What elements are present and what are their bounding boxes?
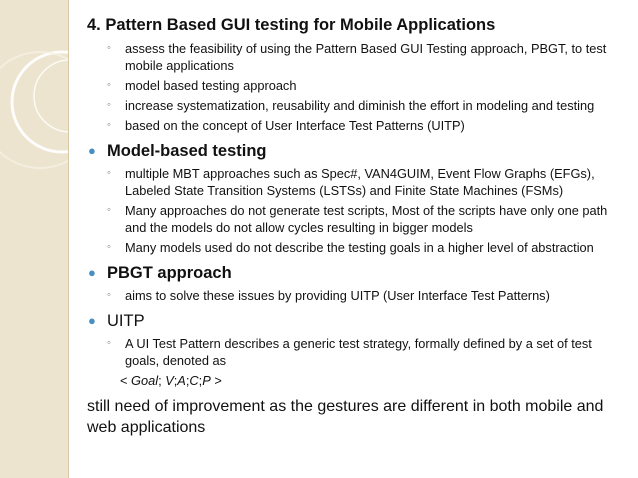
list-item xyxy=(87,335,627,369)
test-pattern-tuple: < Goal; V;A;C;P > xyxy=(120,373,222,388)
list-item-text: assess the feasibility of using the Pattern Based GUI Testing approach, PBGT, to test mobile applications xyxy=(125,41,607,73)
list-item xyxy=(87,97,627,114)
list-item-text: Many approaches do not generate test scripts, Most of the scripts have only one path and the models do not allow cycles resulting in bigger models xyxy=(125,203,608,235)
list-item-text: increase systematization, reusability and diminish the effort in modeling and testing xyxy=(125,98,595,113)
list-item xyxy=(87,239,627,256)
section-heading-uitp: ● UITP xyxy=(88,312,145,330)
list-item-text: Many models used do not describe the testing goals in a higher level of abstraction xyxy=(125,240,594,255)
list-item xyxy=(87,77,627,94)
list-item xyxy=(87,117,627,134)
section-heading-mbt: ● Model-based testing xyxy=(88,142,267,160)
bullet-icon: ● xyxy=(88,143,96,158)
list-item-text: A UI Test Pattern describes a generic test strategy, formally defined by a set of test goals, denoted as xyxy=(125,336,592,368)
list-item xyxy=(87,287,627,304)
bullet-icon: ● xyxy=(88,313,96,328)
list-item xyxy=(87,165,627,199)
slide-title: 4. Pattern Based GUI testing for Mobile Applications xyxy=(87,16,496,34)
circle-bullet-icon: ◦ xyxy=(107,119,111,131)
circle-bullet-icon: ◦ xyxy=(107,167,111,179)
circle-bullet-icon: ◦ xyxy=(107,337,111,349)
list-item xyxy=(87,40,627,74)
bullet-icon: ● xyxy=(88,265,96,280)
circle-bullet-icon: ◦ xyxy=(107,42,111,54)
circle-bullet-icon: ◦ xyxy=(107,79,111,91)
decorative-sidebar xyxy=(0,0,69,478)
list-item-text: aims to solve these issues by providing UITP (User Interface Test Patterns) xyxy=(125,288,550,303)
circle-bullet-icon: ◦ xyxy=(107,99,111,111)
list-item-text: model based testing approach xyxy=(125,78,297,93)
list-item xyxy=(87,202,627,236)
circle-bullet-icon: ◦ xyxy=(107,289,111,301)
decorative-circles xyxy=(0,0,68,478)
circle-bullet-icon: ◦ xyxy=(107,204,111,216)
circle-bullet-icon: ◦ xyxy=(107,241,111,253)
list-item-text: multiple MBT approaches such as Spec#, VAN4GUIM, Event Flow Graphs (EFGs), Labeled State Transition Systems (LSTSs) and Finite State Machines (FSMs) xyxy=(125,166,595,198)
closing-note: still need of improvement as the gestures are different in both mobile and web applications xyxy=(87,398,604,436)
slide-content xyxy=(87,14,627,438)
section-heading-pbgt: ● PBGT approach xyxy=(88,264,232,282)
list-item-text: based on the concept of User Interface Test Patterns (UIТP) xyxy=(125,118,465,133)
